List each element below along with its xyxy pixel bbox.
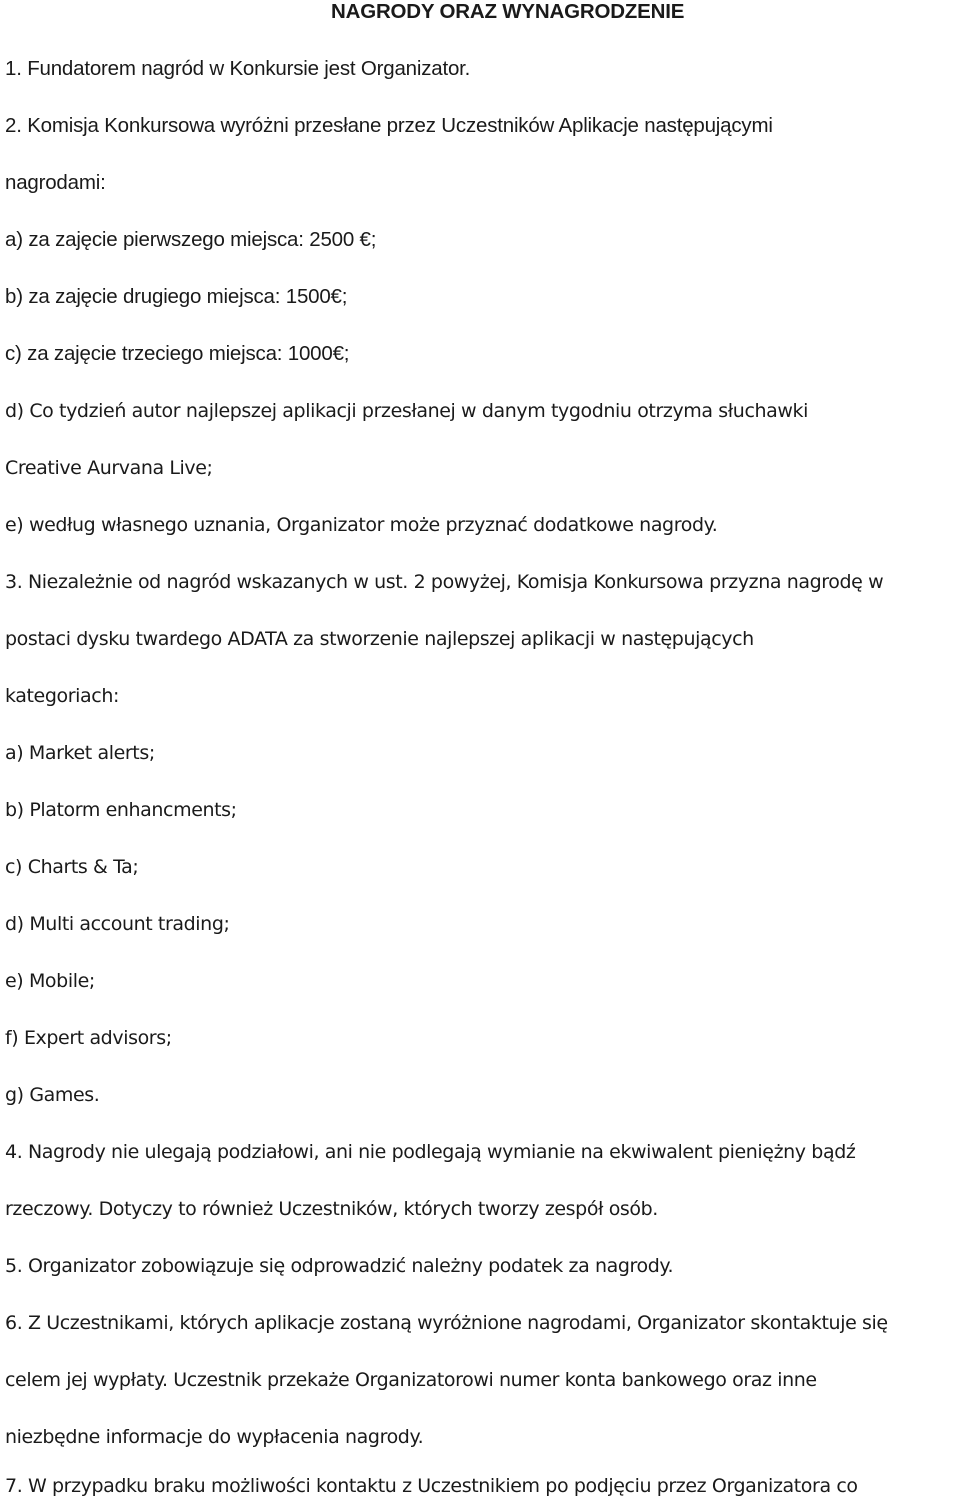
paragraph-3-line-2: postaci dysku twardego ADATA za stworzenie najlepszej aplikacji w następujących bbox=[5, 628, 754, 650]
paragraph-3-line-1: 3. Niezależnie od nagród wskazanych w ust. 2 powyżej, Komisja Konkursowa przyzna nagrodę w bbox=[5, 571, 884, 593]
paragraph-4-line-1: 4. Nagrody nie ulegają podziałowi, ani nie podlegają wymianie na ekwiwalent pieniężny bądź bbox=[5, 1141, 856, 1163]
paragraph-7-line-1: 7. W przypadku braku możliwości kontaktu z Uczestnikiem po podjęciu przez Organizatora co bbox=[5, 1475, 858, 1497]
prize-item-c: c) za zajęcie trzeciego miejsca: 1000€; bbox=[5, 342, 350, 365]
category-item-c: c) Charts & Ta; bbox=[5, 856, 139, 878]
paragraph-6-line-3: niezbędne informacje do wypłacenia nagrody. bbox=[5, 1426, 424, 1448]
paragraph-6-line-1: 6. Z Uczestnikami, których aplikacje zostaną wyróżnione nagrodami, Organizator skontaktuje się bbox=[5, 1312, 888, 1334]
prize-item-d-line-2: Creative Aurvana Live; bbox=[5, 457, 213, 479]
prize-item-e: e) według własnego uznania, Organizator może przyznać dodatkowe nagrody. bbox=[5, 514, 718, 536]
prize-item-b: b) za zajęcie drugiego miejsca: 1500€; bbox=[5, 285, 348, 308]
paragraph-5: 5. Organizator zobowiązuje się odprowadzić należny podatek za nagrody. bbox=[5, 1255, 674, 1277]
category-item-e: e) Mobile; bbox=[5, 970, 95, 992]
paragraph-3-line-3: kategoriach: bbox=[5, 685, 119, 707]
prize-item-a: a) za zajęcie pierwszego miejsca: 2500 €; bbox=[5, 228, 377, 251]
category-item-b: b) Platorm enhancments; bbox=[5, 799, 237, 821]
page-title: NAGRODY ORAZ WYNAGRODZENIE bbox=[331, 0, 685, 23]
prize-item-d-line-1: d) Co tydzień autor najlepszej aplikacji przesłanej w danym tygodniu otrzyma słuchawki bbox=[5, 400, 808, 422]
paragraph-1: 1. Fundatorem nagród w Konkursie jest Organizator. bbox=[5, 57, 471, 80]
paragraph-4-line-2: rzeczowy. Dotyczy to również Uczestników, których tworzy zespół osób. bbox=[5, 1198, 658, 1220]
category-item-d: d) Multi account trading; bbox=[5, 913, 230, 935]
paragraph-6-line-2: celem jej wypłaty. Uczestnik przekaże Organizatorowi numer konta bankowego oraz inne bbox=[5, 1369, 817, 1391]
paragraph-2-line-1: 2. Komisja Konkursowa wyróżni przesłane przez Uczestników Aplikacje następującymi bbox=[5, 114, 773, 137]
category-item-g: g) Games. bbox=[5, 1084, 100, 1106]
paragraph-2-line-2: nagrodami: bbox=[5, 171, 106, 194]
category-item-f: f) Expert advisors; bbox=[5, 1027, 172, 1049]
category-item-a: a) Market alerts; bbox=[5, 742, 155, 764]
